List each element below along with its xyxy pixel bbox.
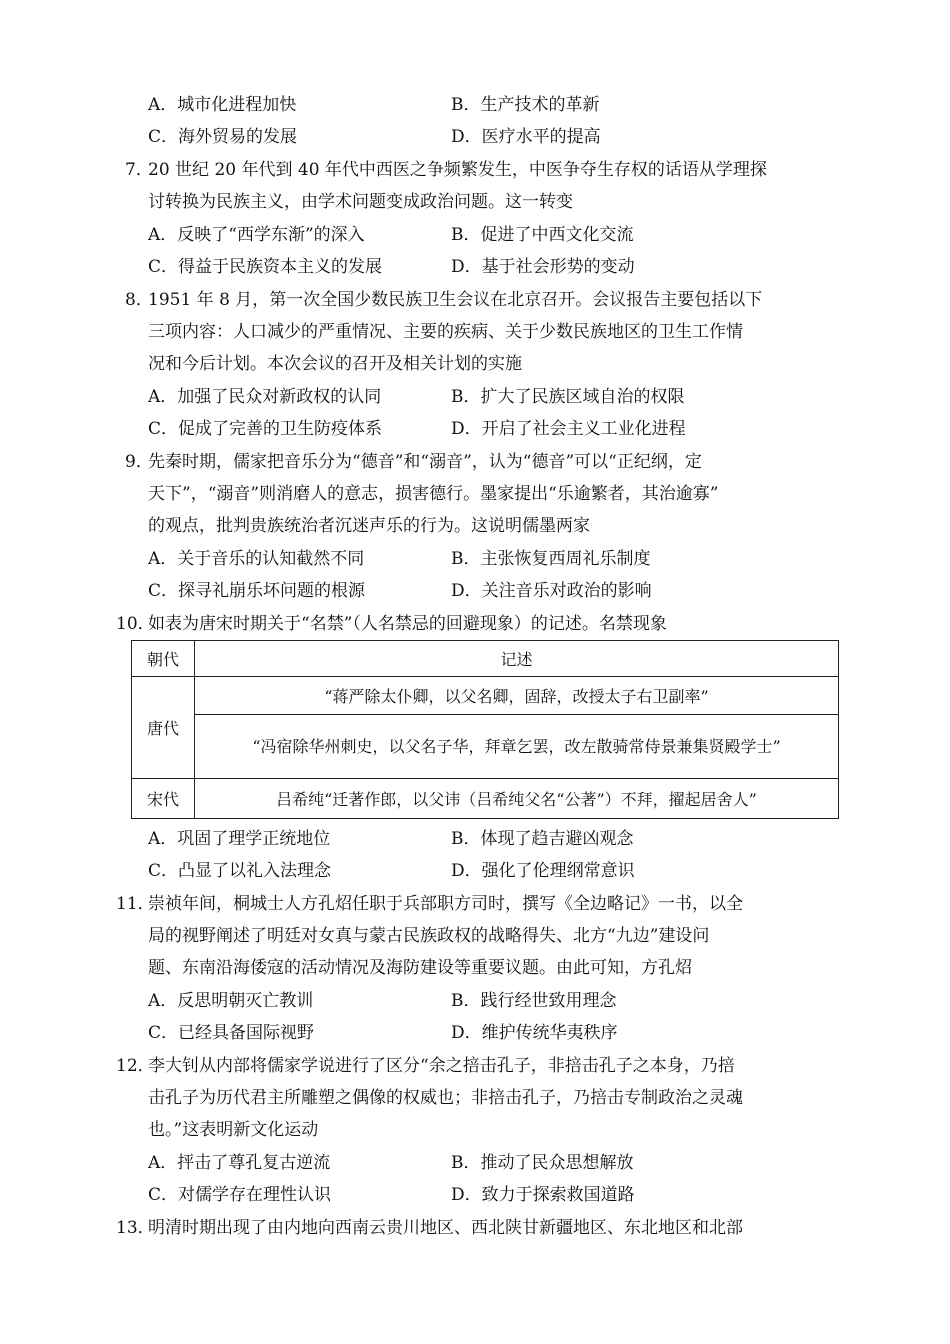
q11-number: 11． <box>116 894 155 914</box>
q6-option-c: C．海外贸易的发展 <box>148 127 298 147</box>
q7-option-b: B．促进了中西文化交流 <box>451 225 634 245</box>
q10-stem-line: 如表为唐宋时期关于“名禁”（人名禁忌的回避现象）的记述。名禁现象 <box>148 614 667 634</box>
q11-stem-line: 崇祯年间，桐城士人方孔炤任职于兵部职方司时，撰写《全边略记》一书，以全 <box>148 894 743 914</box>
q9-option-b: B．主张恢复西周礼乐制度 <box>451 549 651 569</box>
q13-stem-line: 明清时期出现了由内地向西南云贵川地区、西北陕甘新疆地区、东北地区和北部 <box>148 1218 743 1238</box>
q7-stem-line: 20 世纪 20 年代到 40 年代中西医之争频繁发生，中医争夺生存权的话语从学理探 <box>148 160 767 180</box>
q11-option-d: D．维护传统华夷秩序 <box>451 1023 618 1043</box>
q8-option-a: A．加强了民众对新政权的认同 <box>148 387 382 407</box>
q6-option-a: A．城市化进程加快 <box>148 95 297 115</box>
q11-option-c: C．已经具备国际视野 <box>148 1023 315 1043</box>
q11-stem-line: 局的视野阐述了明廷对女真与蒙古民族政权的战略得失、北方“九边”建设问 <box>148 926 710 946</box>
table-header-record: 记述 <box>195 641 839 677</box>
q12-stem-line: 也。”这表明新文化运动 <box>148 1120 319 1140</box>
q12-stem-line: 击孔子为历代君主所雕塑之偶像的权威也；非掊击孔子，乃掊击专制政治之灵魂 <box>148 1088 743 1108</box>
q10-number: 10． <box>116 614 155 634</box>
q10-option-d: D．强化了伦理纲常意识 <box>451 861 635 881</box>
table-cell-song: 宋代 <box>132 779 195 819</box>
q10-option-a: A．巩固了理学正统地位 <box>148 829 331 849</box>
naming-taboo-table <box>131 640 839 819</box>
q8-option-b: B．扩大了民族区域自治的权限 <box>451 387 685 407</box>
q12-option-d: D．致力于探索救国道路 <box>451 1185 635 1205</box>
table-cell-record: “蒋严除太仆卿，以父名卿，固辞，改授太子右卫副率” <box>195 677 839 715</box>
q9-stem-line: 先秦时期，儒家把音乐分为“德音”和“溺音”，认为“德音”可以“正纪纲，定 <box>148 452 702 472</box>
table-cell-tang: 唐代 <box>132 677 195 779</box>
q12-option-b: B．推动了民众思想解放 <box>451 1153 634 1173</box>
table-row <box>132 715 839 779</box>
q9-number: 9． <box>125 452 153 472</box>
q9-option-c: C．探寻礼崩乐坏问题的根源 <box>148 581 366 601</box>
table-cell-record: 吕希纯“迁著作郎，以父讳（吕希纯父名“公著”）不拜，擢起居舍人” <box>195 779 839 819</box>
q8-number: 8． <box>125 290 153 310</box>
q8-option-d: D．开启了社会主义工业化进程 <box>451 419 686 439</box>
q10-option-c: C．凸显了以礼入法理念 <box>148 861 332 881</box>
table-header-dynasty: 朝代 <box>132 641 195 677</box>
q7-option-c: C．得益于民族资本主义的发展 <box>148 257 383 277</box>
q6-option-d: D．医疗水平的提高 <box>451 127 601 147</box>
q6-option-b: B．生产技术的革新 <box>451 95 600 115</box>
q9-option-d: D．关注音乐对政治的影响 <box>451 581 652 601</box>
table-header-row <box>132 641 839 677</box>
q9-option-a: A．关于音乐的认知截然不同 <box>148 549 365 569</box>
q12-option-a: A．抨击了尊孔复古逆流 <box>148 1153 331 1173</box>
q7-option-d: D．基于社会形势的变动 <box>451 257 635 277</box>
q9-stem-line: 的观点，批判贵族统治者沉迷声乐的行为。这说明儒墨两家 <box>148 516 590 536</box>
q9-stem-line: 天下”，“溺音”则消磨人的意志，损害德行。墨家提出“乐逾繁者，其治逾寡” <box>148 484 719 504</box>
q11-option-a: A．反思明朝灭亡教训 <box>148 991 314 1011</box>
q7-number: 7． <box>125 160 153 180</box>
q8-option-c: C．促成了完善的卫生防疫体系 <box>148 419 383 439</box>
q8-stem-line: 1951 年 8 月，第一次全国少数民族卫生会议在北京召开。会议报告主要包括以下 <box>148 290 763 310</box>
q12-option-c: C．对儒学存在理性认识 <box>148 1185 332 1205</box>
q11-stem-line: 题、东南沿海倭寇的活动情况及海防建设等重要议题。由此可知，方孔炤 <box>148 958 692 978</box>
table-row <box>132 779 839 819</box>
q8-stem-line: 三项内容：人口减少的严重情况、主要的疾病、关于少数民族地区的卫生工作情 <box>148 322 743 342</box>
q10-option-b: B．体现了趋吉避凶观念 <box>451 829 634 849</box>
q13-number: 13． <box>116 1218 155 1238</box>
q7-stem-line: 讨转换为民族主义，由学术问题变成政治问题。这一转变 <box>148 192 573 212</box>
q11-option-b: B．践行经世致用理念 <box>451 991 617 1011</box>
q12-number: 12． <box>116 1056 155 1076</box>
q12-stem-line: 李大钊从内部将儒家学说进行了区分“余之掊击孔子，非掊击孔子之本身，乃掊 <box>148 1056 735 1076</box>
q7-option-a: A．反映了“西学东渐”的深入 <box>148 225 365 245</box>
q8-stem-line: 况和今后计划。本次会议的召开及相关计划的实施 <box>148 354 522 374</box>
table-cell-record: “冯宿除华州刺史，以父名子华，拜章乞罢，改左散骑常侍景兼集贤殿学士” <box>195 715 839 779</box>
table-row <box>132 677 839 715</box>
